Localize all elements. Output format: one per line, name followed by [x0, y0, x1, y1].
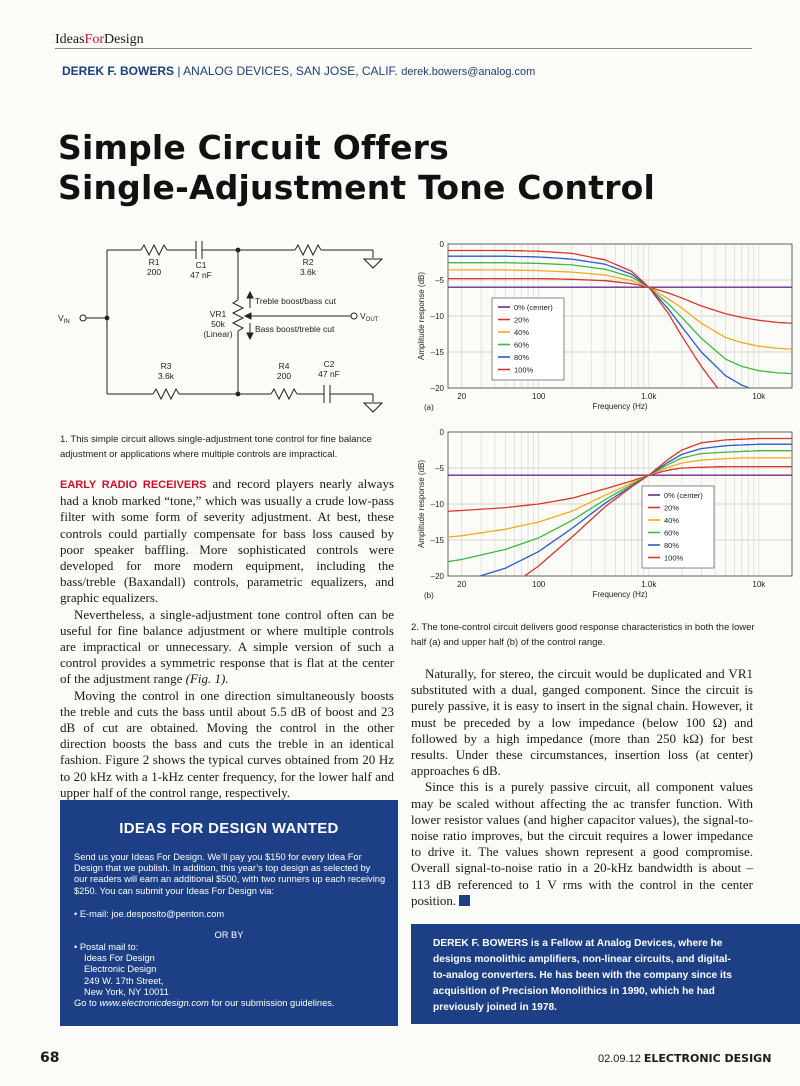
chart-b-legend: [642, 486, 714, 568]
end-mark-icon: [459, 895, 470, 906]
series-line: [448, 451, 792, 562]
article-title: [58, 128, 655, 208]
label-vr1: VR1: [209, 309, 227, 319]
byline-separator: |: [177, 64, 181, 78]
byline-author: DEREK F. BOWERS: [62, 64, 175, 78]
legend-label: 60%: [514, 340, 530, 350]
ideas-box-email[interactable]: • E-mail: joe.desposito@penton.com: [74, 909, 225, 919]
xtick-label: 10k: [752, 580, 766, 589]
legend-label: 20%: [514, 315, 530, 325]
legend-label: 40%: [664, 516, 680, 525]
label-r1: R1: [148, 257, 160, 267]
label-c2: C2: [323, 359, 335, 369]
series-line: [448, 458, 792, 537]
paragraph-2: Nevertheless, a single-adjustment tone control often can be useful for fine balance adjustment or where multiple controls are impractical or unnecessary. A simple version of such a control provides a symmetric response that is flat at the center of the adjustment range (Fig. 1).: [60, 606, 394, 687]
figure2-caption: 2. The tone-control circuit delivers good response characteristics in both the lower half (a) and upper half (b) of the control range.: [411, 622, 755, 648]
circuit-schematic: [55, 228, 400, 423]
paragraph-1: EARLY RADIO RECEIVERS and record players nearly always had a knob marked “tone,” which was usually a crude low-pass filter with some form of severity adjustment. At best, these controls could partially compensate for bass loss caused by poor speaker baffling. More sophisticated controls were developed for more modern equipment, including the bass/treble (Baxandall) controls, parametric equalizers, and graphic equalizers.: [60, 476, 395, 606]
chart-a-legend: [492, 298, 564, 380]
label-bass: Bass boost/treble cut: [255, 324, 335, 334]
series-line: [448, 439, 792, 615]
footer-issue: 02.09.12 ELECTRONIC DESIGN: [598, 1052, 772, 1065]
xtick-label: 1.0k: [641, 580, 657, 589]
byline-affiliation: ANALOG DEVICES, SAN JOSE, CALIF.: [183, 64, 398, 78]
series-line: [448, 444, 792, 584]
chart-a: [410, 236, 800, 420]
ideas-box-postal: • Postal mail to: Ideas For Design Electronic Design 249 W. 17th Street, New York, NY 10011 Go to www.electronicdesign.com for our submission guidelines.: [74, 942, 335, 1009]
ideas-for-design-box: [60, 800, 398, 1026]
panel-label: (b): [424, 591, 434, 600]
xtick-label: 1.0k: [641, 392, 657, 401]
panel-label: (a): [424, 403, 434, 412]
legend-label: 60%: [664, 528, 680, 538]
byline-email[interactable]: derek.bowers@analog.com: [401, 66, 536, 78]
label-c1-value: 47 nF: [190, 270, 212, 280]
x-axis-label: Frequency (Hz): [592, 590, 648, 599]
x-axis-label: Frequency (Hz): [592, 402, 648, 411]
chart-b: [410, 424, 800, 614]
y-axis-label: Amplitude response (dB): [417, 459, 426, 549]
body-column-right: [411, 666, 753, 909]
paragraph-5: Since this is a purely passive circuit, all component values may be scaled without affecting the ac transfer function. With lower resistor values (and higher capacitor values), the signal-to-noise ratio improves, but the circuit requires a lower impedance to drive it. The values shown represent a good compromise. Overall signal-to-noise ratio in a 20-kHz bandwidth is about –113 dB referenced to 1 V rms with the control in the center position.: [411, 779, 753, 908]
ytick-label: –10: [430, 312, 444, 321]
xtick-label: 20: [457, 580, 467, 589]
label-c1: C1: [195, 260, 207, 270]
chart-b-series: [448, 439, 792, 615]
section-tag: IdeasForDesign: [55, 32, 144, 47]
lead-in: EARLY RADIO RECEIVERS: [60, 479, 207, 491]
ideas-box-or: OR BY: [214, 930, 244, 940]
xtick-label: 10k: [752, 392, 766, 401]
label-treble: Treble boost/bass cut: [255, 296, 336, 306]
ytick-label: 0: [439, 240, 444, 249]
label-c2-value: 47 nF: [318, 369, 340, 379]
label-r1-value: 200: [146, 267, 162, 277]
ytick-label: –15: [430, 348, 444, 357]
ideas-box-intro: Send us your Ideas For Design. We’ll pay you $150 for every Idea For Design that we publish. In addition, this year’s top design as selected by our readers will earn an additional $500, with two runners up each receiving $250. You can submit your Ideas For Design via:: [74, 852, 386, 896]
xtick-label: 100: [532, 392, 546, 401]
label-r3-value: 3.6k: [157, 371, 175, 381]
ytick-label: –20: [430, 384, 444, 393]
label-vr1-value: 50k: [211, 319, 225, 329]
legend-label: 0% (center): [664, 491, 703, 500]
title-line-1: Simple Circuit Offers: [58, 128, 449, 167]
legend-label: 0% (center): [514, 303, 553, 312]
author-bio-box: [411, 924, 800, 1024]
body-column-left: [60, 476, 394, 801]
label-r3: R3: [160, 361, 172, 371]
paragraph-3: Moving the control in one direction simultaneously boosts the treble and cuts the bass until about 5.5 dB of boost and 23 dB of cut are obtained. Moving the control in the other direction boosts the bass and cuts the treble in an identical fashion. Figure 2 shows the typical curves obtained from 20 Hz to 20 kHz with a 1-kHz center frequency, for the lower half and upper half of the control range, respectively.: [60, 687, 394, 800]
xtick-label: 20: [457, 392, 467, 401]
label-vin: $V_{IN}$: [58, 313, 70, 325]
author-bio-text: DEREK F. BOWERS is a Fellow at Analog Devices, where he designs monolithic amplifiers, non-linear circuits, and digital-to-analog converters. He has been with the company since its acquisition of Precision Monolithics in 1990, which he had previously joined in 1978.: [433, 938, 732, 1013]
figure-ref: (Fig. 1).: [185, 671, 229, 687]
figure1-caption: 1. This simple circuit allows single-adjustment tone control for fine balance adjustment or applications where multiple controls are impractical.: [60, 434, 372, 460]
legend-label: 80%: [514, 353, 530, 362]
ideas-box-heading: IDEAS FOR DESIGN WANTED: [119, 820, 339, 837]
ytick-label: –5: [435, 464, 444, 473]
xtick-label: 100: [532, 580, 546, 589]
legend-label: 40%: [514, 328, 530, 337]
legend-label: 20%: [664, 503, 680, 513]
label-r4-value: 200: [276, 371, 292, 381]
title-line-2: Single-Adjustment Tone Control: [58, 168, 656, 207]
label-r4: R4: [278, 361, 290, 371]
y-axis-label: Amplitude response (dB): [417, 271, 426, 361]
ytick-label: –10: [430, 500, 444, 509]
chart-b-grid: [448, 432, 792, 576]
ytick-label: –15: [430, 536, 444, 545]
ytick-label: –20: [430, 572, 444, 581]
legend-label: 80%: [664, 541, 680, 550]
website-link[interactable]: www.electronicdesign.com: [99, 998, 209, 1009]
legend-label: 100%: [664, 553, 684, 563]
ytick-label: 0: [439, 428, 444, 437]
label-vr1-type: (Linear): [203, 329, 233, 339]
legend-label: 100%: [514, 365, 534, 375]
header-rule: [55, 48, 752, 49]
label-r2: R2: [302, 257, 314, 267]
label-vout: $V_{OUT}$: [360, 311, 379, 323]
label-r2-value: 3.6k: [299, 267, 317, 277]
ytick-label: –5: [435, 276, 444, 285]
page-number: 68: [40, 1050, 60, 1066]
paragraph-4: Naturally, for stereo, the circuit would be duplicated and VR1 substituted with a dual, ganged component. Since the circuit is purely passive, it is easy to insert in the signal chain. However, it must be preceded by a low impedance (below 100 Ω) and followed by a high impedance (more than 250 kΩ) for best results. Under these circumstances, insertion loss (at center) approaches 6 dB.: [411, 666, 753, 779]
byline: [62, 64, 535, 78]
